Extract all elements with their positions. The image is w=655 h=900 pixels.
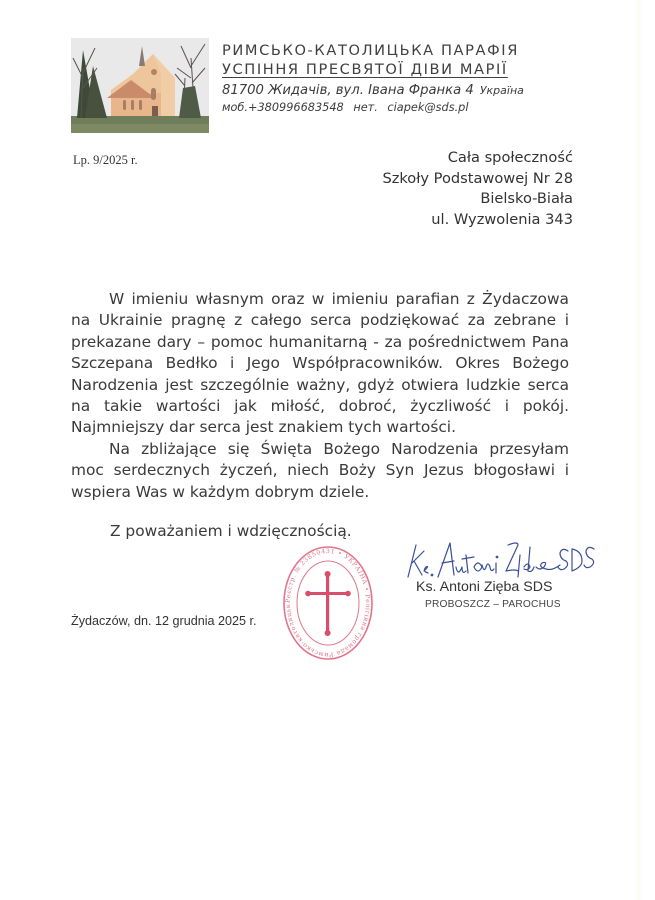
stamp-text: Реєстр. № 23850431 • УКРАЇНА • Релігійна громада Римсько-католицьк — [284, 547, 372, 659]
body-paragraph: W imieniu własnym oraz w imieniu parafian z Żydaczowa na Ukrainie pragnę z całego serca podziękować za zebrane i prekazane dary – pomoc humanitarną - za pośrednictwem Pana Szczepana Bedłko i Jego Współpracowników. Okres Bożego Narodzenia jest szczególnie ważny, gdyż otwiera ludzkie serca na takie wartości jak miłość, dobroć, życzliwość i pokój. Najmniejszy dar serca jest znakiem tych wartości. — [71, 290, 569, 437]
parish-address — [222, 82, 582, 100]
recipient-address — [382, 148, 573, 230]
email-address: ciapek@sds.pl — [387, 101, 469, 114]
email-label: нет. — [353, 101, 378, 114]
street-address: 81700 Жидачів, вул. Івана Франка 4 — [222, 83, 474, 98]
church-photo — [71, 38, 209, 133]
parish-stamp — [281, 544, 376, 662]
signer-title: PROBOSZCZ – PAROCHUS — [425, 599, 561, 610]
country: Україна — [479, 84, 524, 97]
recipient-line: ul. Wyzwolenia 343 — [431, 210, 573, 228]
phone-number: моб.+380996683548 — [222, 101, 344, 114]
recipient-line: Szkoły Podstawowej Nr 28 — [382, 169, 573, 187]
cross-icon — [305, 571, 351, 636]
signer-name: Ks. Antoni Zięba SDS — [416, 579, 553, 595]
handwritten-signature — [402, 537, 597, 582]
parish-contact — [222, 100, 582, 115]
parish-dedication: УСПІННЯ ПРЕСВЯТОЇ ДІВИ МАРІЇ — [222, 61, 508, 78]
scan-edge — [635, 0, 643, 900]
closing-salutation: Z poważaniem i wdzięcznością. — [110, 522, 352, 540]
body-paragraph: Na zbliżające się Święta Bożego Narodzenia przesyłam moc serdecznych życzeń, niech Boży Syn Jezus błogosławi i wspiera Was w każdym dobrym dziele. — [71, 439, 569, 501]
recipient-line: Bielsko-Biała — [480, 190, 573, 207]
letterhead — [222, 41, 582, 115]
letter-body — [71, 289, 569, 503]
parish-name: РИМСЬКО-КАТОЛИЦЬКА ПАРАФІЯ — [222, 42, 519, 59]
place-and-date: Żydaczów, dn. 12 grudnia 2025 r. — [71, 614, 257, 628]
recipient-line: Cała społeczność — [447, 149, 573, 166]
reference-number: Lp. 9/2025 r. — [73, 153, 138, 167]
